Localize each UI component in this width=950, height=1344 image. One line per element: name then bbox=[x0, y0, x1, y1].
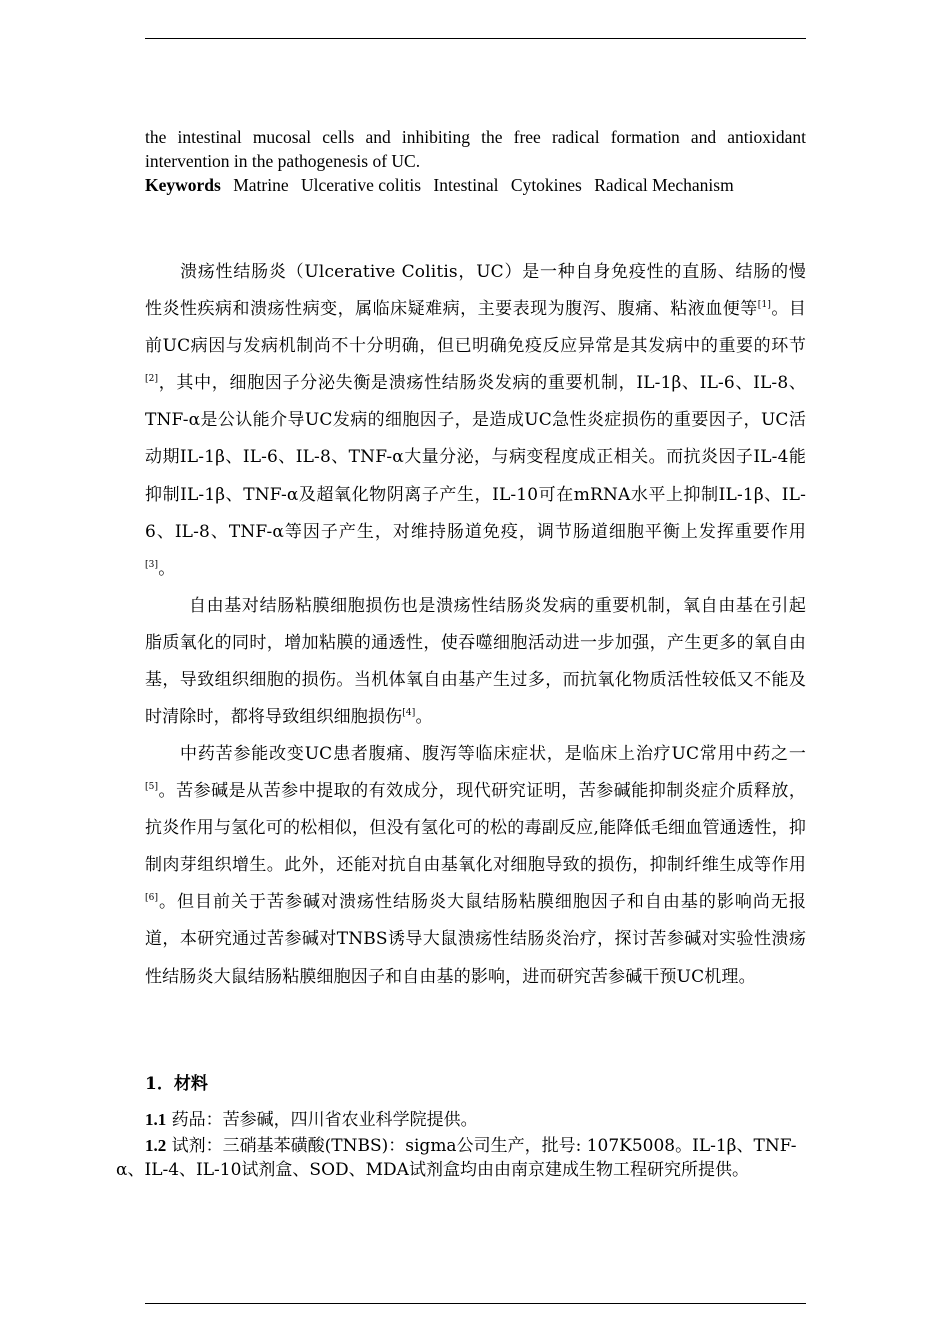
intro-paragraph-3 bbox=[145, 736, 806, 996]
item-text: 试剂：三硝基苯磺酸(TNBS)：sigma公司生产，批号: 107K5008。IL-1β、TNF-α、IL-4、IL-10试剂盒、SOD、MDA试剂盒均由由南京建成生物工程研究所提供。 bbox=[116, 1136, 797, 1180]
paragraph-text: ，其中，细胞因子分泌失衡是溃疡性结肠炎发病的重要机制，IL-1β、IL-6、IL-8、TNF-α是公认能介导UC发病的细胞因子，是造成UC急性炎症损伤的重要因子，UC活动期IL-1β、IL-6、IL-8、TNF-α大量分泌，与病变程度成正相关。而抗炎因子IL-4能抑制IL-1β、TNF-α及超氧化物阴离子产生，IL-10可在mRNA水平上抑制IL-1β、IL-6、IL-8、TNF-α等因子产生，对维持肠道免疫，调节肠道细胞平衡上发挥重要作用 bbox=[145, 373, 806, 542]
keyword-item: Ulcerative colitis bbox=[300, 175, 422, 195]
keyword-item: Intestinal bbox=[433, 175, 499, 195]
citation-ref: [4] bbox=[402, 708, 416, 719]
intro-paragraph-1 bbox=[145, 254, 806, 588]
paragraph-text: 。目前UC病因与发病机制尚不十分明确，但已明确免疫反应异常是其发病中的重要的环节 bbox=[145, 299, 806, 357]
citation-ref: [2] bbox=[145, 374, 159, 385]
citation-ref: [6] bbox=[145, 893, 159, 904]
citation-ref: [5] bbox=[145, 782, 159, 793]
keyword-item: Matrine bbox=[233, 175, 289, 195]
abstract-tail: the intestinal mucosal cells and inhibiting the free radical formation and antioxidant intervention in the pathogenesis of UC. bbox=[145, 127, 806, 171]
header-rule bbox=[145, 38, 806, 39]
paragraph-text: 。 bbox=[415, 707, 433, 728]
keywords-line bbox=[145, 173, 825, 197]
footer-rule bbox=[145, 1303, 806, 1304]
paragraph-text: 自由基对结肠粘膜细胞损伤也是溃疡性结肠炎发病的重要机制，氧自由基在引起脂质氧化的同时，增加粘膜的通透性，使吞噬细胞活动进一步加强，产生更多的氧自由基，导致组织细胞的损伤。当机体氧自由基产生过多，而抗氧化物质活性较低又不能及时清除时，都将导致组织细胞损伤 bbox=[145, 596, 806, 728]
citation-ref: [3] bbox=[145, 559, 159, 570]
material-item bbox=[145, 1108, 806, 1132]
paragraph-text: 。但目前关于苦参碱对溃疡性结肠炎大鼠结肠粘膜细胞因子和自由基的影响尚无报道，本研究通过苦参碱对TNBS诱导大鼠溃疡性结肠炎治疗，探讨苦参碱对实验性溃疡性结肠炎大鼠结肠粘膜细胞因子和自由基的影响，进而研究苦参碱干预UC机理。 bbox=[145, 892, 806, 987]
keywords-label: Keywords bbox=[145, 175, 221, 195]
keyword-item: Radical Mechanism bbox=[594, 175, 734, 195]
paragraph-text: 。 bbox=[158, 558, 176, 579]
material-item bbox=[116, 1134, 806, 1182]
section-title: 1．材料 bbox=[145, 1074, 208, 1094]
item-number: 1.1 bbox=[145, 1110, 167, 1129]
keyword-item: Cytokines bbox=[510, 175, 582, 195]
item-text: 药品：苦参碱，四川省农业科学院提供。 bbox=[166, 1110, 478, 1130]
paragraph-text: 。苦参碱是从苦参中提取的有效成分，现代研究证明，苦参碱能抑制炎症介质释放，抗炎作用与氢化可的松相似，但没有氢化可的松的毒副反应,能降低毛细血管通透性，抑制肉芽组织增生。此外，还能对抗自由基氧化对细胞导致的损伤，抑制纤维生成等作用 bbox=[145, 781, 806, 876]
citation-ref: [1] bbox=[757, 300, 771, 311]
intro-paragraph-2 bbox=[145, 588, 806, 736]
paragraph-text: 中药苦参能改变UC患者腹痛、腹泻等临床症状，是临床上治疗UC常用中药之一 bbox=[180, 744, 806, 764]
item-number: 1.2 bbox=[145, 1136, 167, 1155]
paragraph-text: 溃疡性结肠炎（Ulcerative Colitis，UC）是一种自身免疫性的直肠、结肠的慢性炎性疾病和溃疡性病变，属临床疑难病，主要表现为腹泻、腹痛、粘液血便等 bbox=[145, 262, 806, 320]
